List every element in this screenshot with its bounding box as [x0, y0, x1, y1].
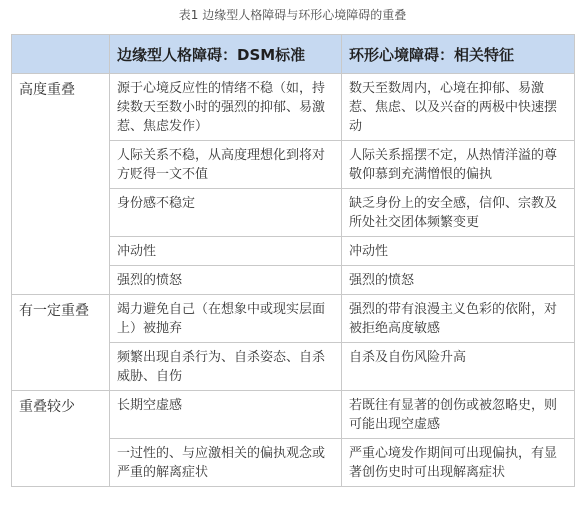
bpd-cell: 源于心境反应性的情绪不稳（如，持续数天至数小时的强烈的抑郁、易激惹、焦虑发作）	[110, 74, 342, 141]
cyclothymia-cell: 严重心境发作期间可出现偏执，有显著创伤史时可出现解离症状	[342, 439, 575, 487]
group-label-low: 重叠较少	[12, 391, 110, 487]
header-row	[12, 35, 575, 74]
bpd-cell: 一过性的、与应激相关的偏执观念或严重的解离症状	[110, 439, 342, 487]
cyclothymia-cell: 自杀及自伤风险升高	[342, 343, 575, 391]
group-label-high: 高度重叠	[12, 74, 110, 295]
table-caption: 表1 边缘型人格障碍与环形心境障碍的重叠	[178, 8, 407, 22]
group-label-some: 有一定重叠	[12, 295, 110, 391]
table-row	[12, 391, 575, 439]
bpd-cell: 频繁出现自杀行为、自杀姿态、自杀威胁、自伤	[110, 343, 342, 391]
header-bpd: 边缘型人格障碍：DSM标准	[110, 35, 342, 74]
cyclothymia-cell: 若既往有显著的创伤或被忽略史，则可能出现空虚感	[342, 391, 575, 439]
cyclothymia-cell: 人际关系摇摆不定，从热情洋溢的尊敬仰慕到充满憎恨的偏执	[342, 141, 575, 189]
header-cyclothymia: 环形心境障碍：相关特征	[342, 35, 575, 74]
bpd-cell: 人际关系不稳，从高度理想化到将对方贬得一文不值	[110, 141, 342, 189]
bpd-cell: 冲动性	[110, 237, 342, 266]
bpd-cell: 长期空虚感	[110, 391, 342, 439]
header-corner	[12, 35, 110, 74]
cyclothymia-cell: 强烈的愤怒	[342, 266, 575, 295]
cyclothymia-cell: 缺乏身份上的安全感，信仰、宗教及所处社交团体频繁变更	[342, 189, 575, 237]
bpd-cell: 身份感不稳定	[110, 189, 342, 237]
table-row	[12, 74, 575, 141]
cyclothymia-cell: 冲动性	[342, 237, 575, 266]
overlap-table	[11, 34, 575, 487]
bpd-cell: 强烈的愤怒	[110, 266, 342, 295]
bpd-cell: 竭力避免自己（在想象中或现实层面上）被抛弃	[110, 295, 342, 343]
cyclothymia-cell: 数天至数周内，心境在抑郁、易激惹、焦虑、以及兴奋的两极中快速摆动	[342, 74, 575, 141]
table-row	[12, 295, 575, 343]
cyclothymia-cell: 强烈的带有浪漫主义色彩的依附，对被拒绝高度敏感	[342, 295, 575, 343]
